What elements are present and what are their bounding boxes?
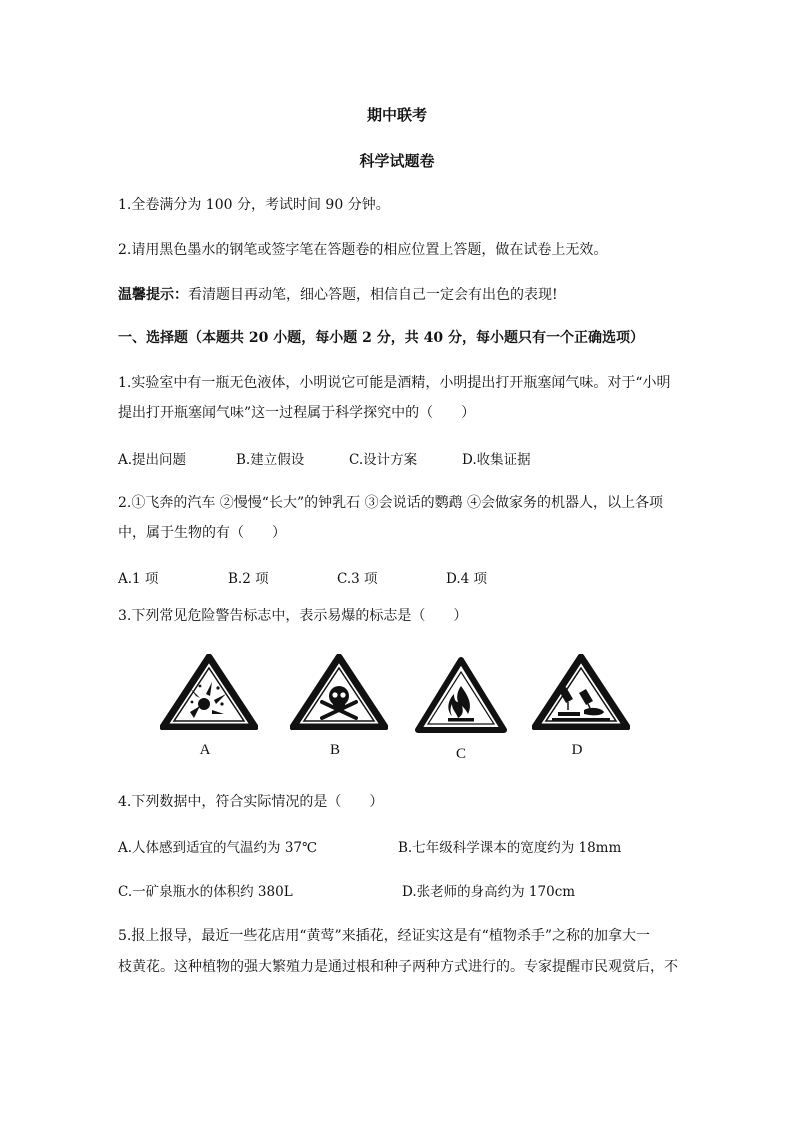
sign-d-label: D [571, 742, 583, 758]
sign-c-label: C [455, 746, 466, 762]
question-2-option-a: A.1 项 [118, 571, 159, 587]
question-2-line-2: 中，属于生物的有（ ） [118, 525, 286, 541]
toxic-skull-sign-icon [290, 654, 388, 730]
question-2-option-d: D.4 项 [446, 571, 488, 587]
hazard-signs [160, 654, 620, 764]
tip-text: 看清题目再动笔，细心答题，相信自己一定会有出色的表现! [188, 287, 558, 303]
section-title: 一、选择题（本题共 20 小题，每小题 2 分，共 40 分，每小题只有一个正确选项） [118, 330, 644, 346]
question-4-line-1: 4.下列数据中，符合实际情况的是（ ） [118, 794, 384, 810]
question-5-line-2: 枝黄花。这种植物的强大繁殖力是通过根和种子两种方式进行的。专家提醒市民观赏后，不 [118, 959, 678, 975]
sign-d [532, 654, 642, 758]
question-3-line-1: 3.下列常见危险警告标志中，表示易爆的标志是（ ） [118, 608, 468, 624]
question-1-line-2: 提出打开瓶塞闻气味”这一过程属于科学探究中的（ ） [118, 405, 476, 421]
explosive-sign-icon [160, 654, 258, 730]
sign-b-label: B [329, 742, 340, 758]
sign-c [412, 654, 522, 762]
question-4-option-a: A.人体感到适宜的气温约为 37℃ [118, 840, 318, 856]
tip [118, 284, 558, 304]
question-4-option-b: B.七年级科学课本的宽度约为 18mm [398, 840, 622, 856]
exam-subtitle: 科学试题卷 [359, 152, 435, 170]
question-1-option-a: A.提出问题 [118, 452, 187, 468]
question-5-line-1: 5.报上报导，最近一些花店用“黄莺”来插花，经证实这是有“植物杀手”之称的加拿大一 [118, 928, 650, 944]
sign-a-label: A [199, 742, 211, 758]
note-1: 1.全卷满分为 100 分，考试时间 90 分钟。 [118, 197, 390, 213]
sign-b [290, 654, 400, 758]
question-4-option-c: C.一矿泉瓶水的体积约 380L [118, 884, 293, 900]
question-2-line-1: 2.①飞奔的汽车 ②慢慢“长大”的钟乳石 ③会说话的鹦鹉 ④会做家务的机器人，以上各项 [118, 495, 664, 511]
exam-title: 期中联考 [366, 106, 427, 124]
question-1-line-1: 1.实验室中有一瓶无色液体，小明说它可能是酒精，小明提出打开瓶塞闻气味。对于“小明 [118, 375, 671, 391]
question-1-option-b: B.建立假设 [236, 452, 305, 468]
question-2-option-c: C.3 项 [337, 571, 378, 587]
question-1-option-c: C.设计方案 [349, 452, 418, 468]
question-1-option-d: D.收集证据 [462, 452, 531, 468]
flammable-flame-sign-icon [412, 654, 510, 734]
tip-label: 温馨提示： [118, 287, 188, 303]
question-4-option-d: D.张老师的身高约为 170cm [402, 884, 576, 900]
question-2-option-b: B.2 项 [228, 571, 269, 587]
corrosive-sign-icon [532, 654, 630, 730]
note-2: 2.请用黑色墨水的钢笔或签字笔在答题卷的相应位置上答题，做在试卷上无效。 [118, 242, 608, 258]
sign-a [160, 654, 270, 758]
